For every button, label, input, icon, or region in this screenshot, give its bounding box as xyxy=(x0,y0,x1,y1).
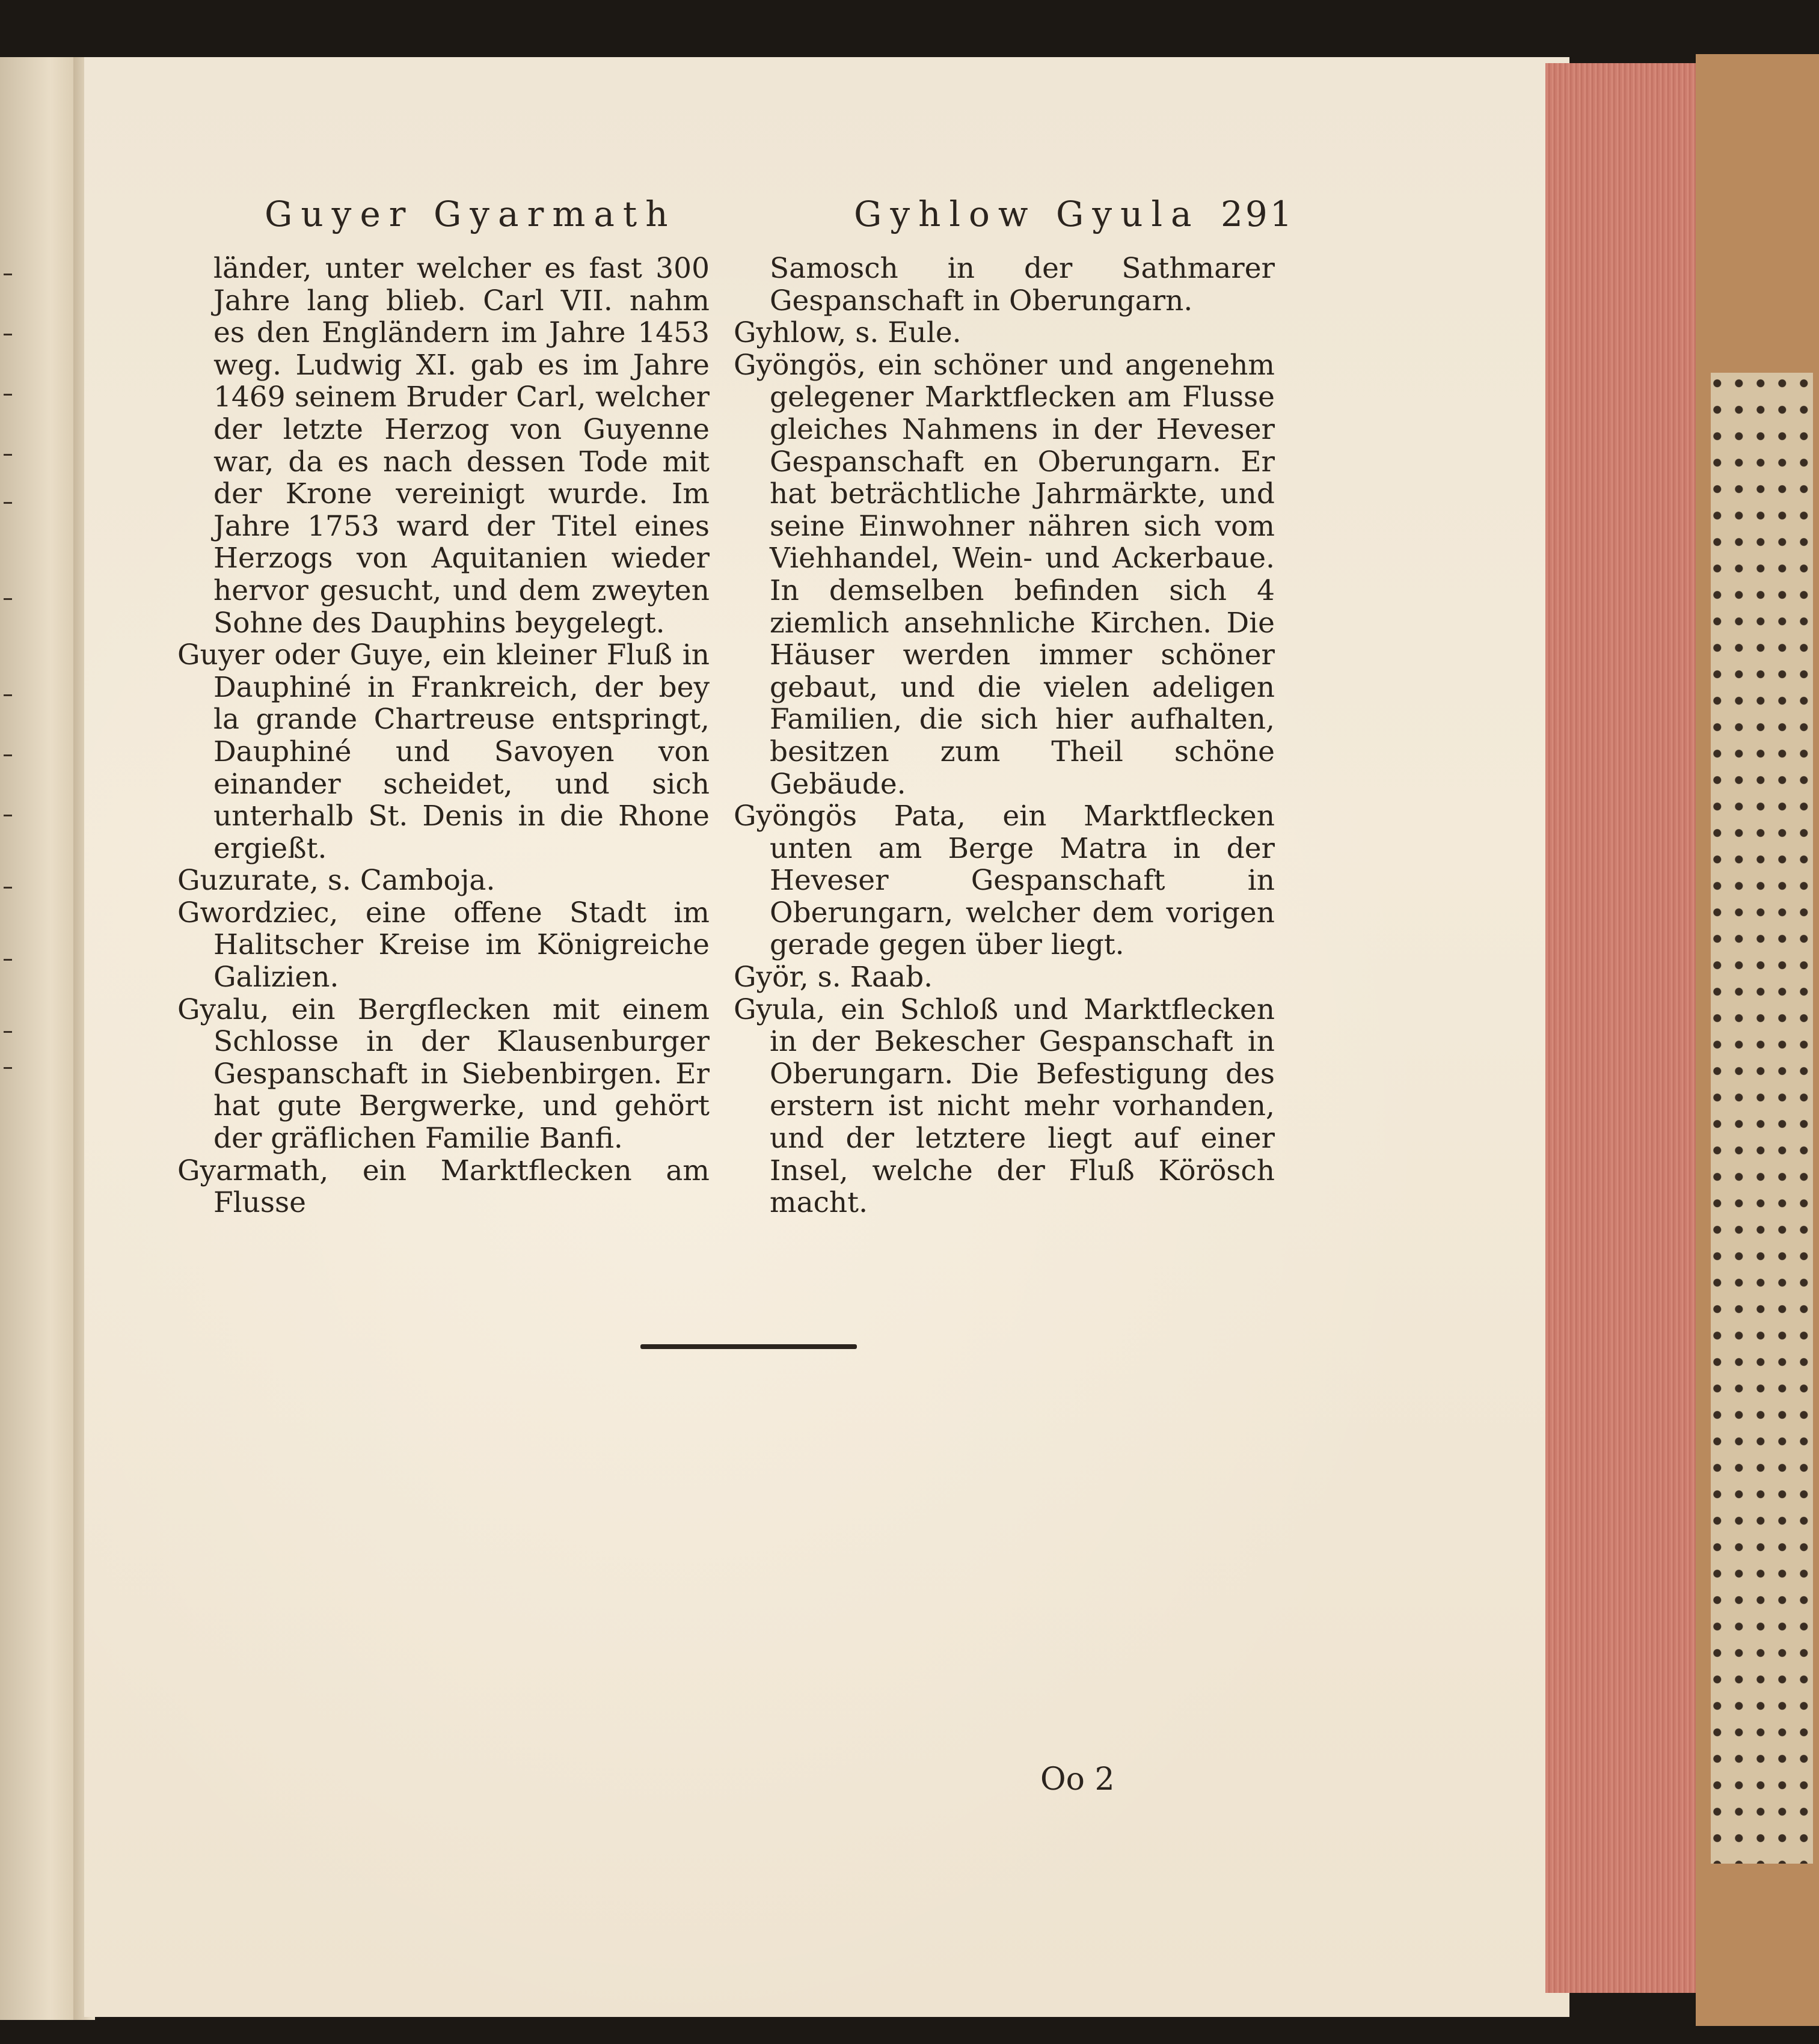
running-header xyxy=(265,194,1311,248)
entry-gwordziec: Gwordziec, eine offene Stadt im Halitscher Kreise im Königreiche Galizien. xyxy=(177,896,710,994)
entry-guyer: Guyer oder Guye, ein kleiner Fluß in Dauphiné in Frankreich, der bey la grande Chartreuse entspringt, Dauphiné und Savoyen von einander scheidet, und sich unterhalb St. Denis in die Rhone ergießt. xyxy=(177,638,710,865)
page-number: 291 xyxy=(1221,194,1295,234)
header-right-catchwords: Gyhlow Gyula xyxy=(854,194,1200,234)
right-text-column xyxy=(734,252,1275,1219)
marbled-paper xyxy=(1711,373,1813,1864)
header-left-catchwords: Guyer Gyarmath xyxy=(265,194,676,234)
continuation-paragraph: länder, unter welcher es fast 300 Jahre lang blieb. Carl VII. nahm es den Engländern im Jahre 1453 weg. Ludwig XI. gab es im Jahre 1469 seinem Bruder Carl, welcher der letzte Herzog von Guyenne war, da es nach dessen Tode mit der Krone vereinigt wurde. Im Jahre 1753 ward der Titel eines Herzogs von Aquitanien wieder hervor gesucht, und dem zweyten Sohne des Dauphins beygelegt. xyxy=(213,252,710,640)
red-page-edges xyxy=(1545,63,1714,1993)
end-rule xyxy=(640,1344,857,1349)
signature-mark: Oo 2 xyxy=(1040,1761,1115,1798)
entry-gyalu: Gyalu, ein Bergflecken mit einem Schlosse in der Klausenburger Gespanschaft in Siebenbirgen. Er hat gute Bergwerke, und gehört der gräflichen Familie Banfi. xyxy=(177,993,710,1155)
entry-gyarmath: Gyarmath, ein Marktflecken am Flusse xyxy=(177,1154,710,1220)
entry-gyhlow: Gyhlow, s. Eule. xyxy=(734,316,962,350)
entry-gyongos: Gyöngös, ein schöner und angenehm gelegener Marktflecken am Flusse gleiches Nahmens in der Heveser Gespanschaft en Oberungarn. Er hat beträchtliche Jahrmärkte, und seine Einwohner nähren sich vom Viehhandel, Wein- und Ackerbaue. In demselben befinden sich 4 ziemlich ansehnliche Kirchen. Die Häuser werden immer schöner gebaut, und die vielen adeligen Familien, die sich hier aufhalten, besitzen zum Theil schöne Gebäude. xyxy=(734,348,1275,801)
continuation-paragraph: Samosch in der Sathmarer Gespanschaft in Oberungarn. xyxy=(770,252,1275,317)
entry-gyula: Gyula, ein Schloß und Marktflecken in der Bekescher Gespanschaft in Oberungarn. Die Befestigung des erstern ist nicht mehr vorhanden, und der letztere liegt auf einer Insel, welche der Fluß Körösch macht. xyxy=(734,993,1275,1220)
left-page-edge xyxy=(0,57,84,2020)
entry-gyor: Györ, s. Raab. xyxy=(734,961,933,994)
entry-guzurate: Guzurate, s. Camboja. xyxy=(177,864,495,898)
left-text-column xyxy=(177,252,710,1219)
entry-gyongos-pata: Gyöngös Pata, ein Marktflecken unten am Berge Matra in der Heveser Gespanschaft in Oberungarn, welcher dem vorigen gerade gegen über liegt. xyxy=(734,800,1275,962)
